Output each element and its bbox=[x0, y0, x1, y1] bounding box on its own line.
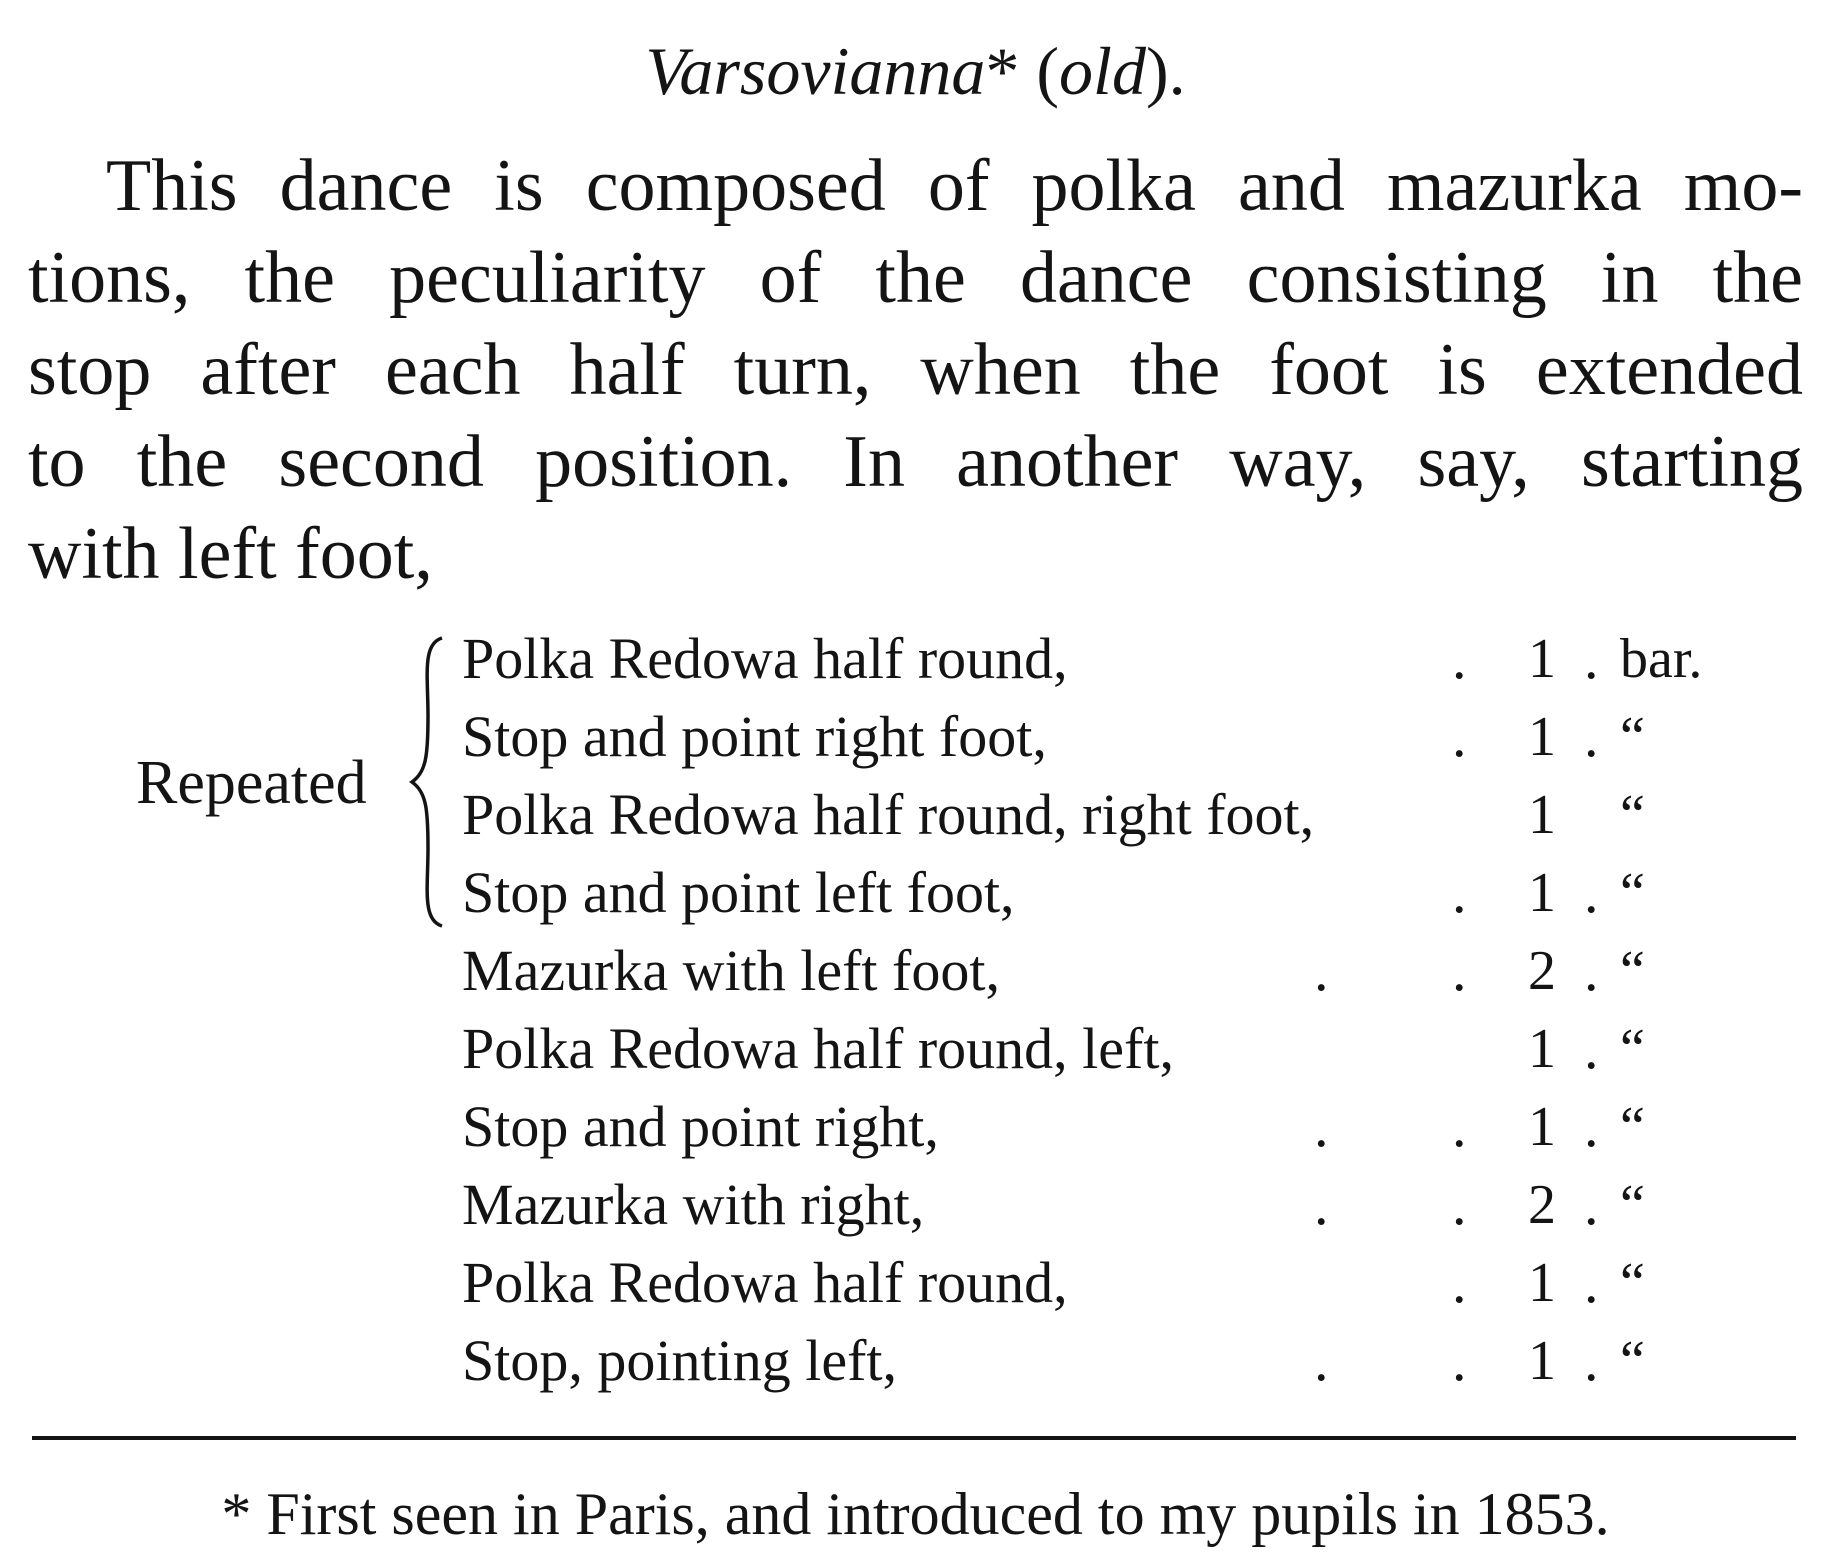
leader-dot: . bbox=[1452, 704, 1467, 769]
bar-unit: “ bbox=[1620, 862, 1645, 924]
step-row bbox=[462, 1166, 1752, 1244]
footnote: * First seen in Paris, and introduced to my pupils in 1853. bbox=[221, 1481, 1610, 1547]
bar-unit: “ bbox=[1620, 1330, 1645, 1392]
leader-dot: . bbox=[1584, 626, 1599, 691]
step-row bbox=[462, 1088, 1752, 1166]
leader-dot: . bbox=[1452, 860, 1467, 925]
title-paren-close: ). bbox=[1145, 33, 1186, 109]
paragraph-line: with left foot, bbox=[28, 513, 433, 595]
bar-unit: “ bbox=[1620, 1018, 1645, 1080]
bar-count: 1 bbox=[1528, 1330, 1556, 1392]
leader-dot: . bbox=[1452, 1094, 1467, 1159]
paragraph-line: to the second position. In another way, say, starting bbox=[28, 421, 1803, 503]
title-qualifier: old bbox=[1059, 33, 1146, 109]
leader-dot: . bbox=[1314, 1328, 1329, 1393]
paragraph-line: tions, the peculiarity of the dance consisting in the bbox=[28, 237, 1803, 319]
leader-dot: . bbox=[1452, 938, 1467, 1003]
bar-count: 2 bbox=[1528, 940, 1556, 1002]
step-text: Stop and point right, bbox=[462, 1094, 939, 1159]
bar-count: 1 bbox=[1528, 1096, 1556, 1158]
bar-count: 1 bbox=[1528, 706, 1556, 768]
leader-dot: . bbox=[1314, 1094, 1329, 1159]
leader-dot: . bbox=[1452, 1250, 1467, 1315]
step-text: Stop, pointing left, bbox=[462, 1328, 897, 1393]
dance-title bbox=[0, 26, 1831, 116]
step-text: Polka Redowa half round, bbox=[462, 626, 1068, 691]
bar-unit: “ bbox=[1620, 1174, 1645, 1236]
leader-dot: . bbox=[1314, 1172, 1329, 1237]
curly-brace bbox=[408, 636, 448, 928]
bar-count: 1 bbox=[1528, 1018, 1556, 1080]
bar-unit: “ bbox=[1620, 1252, 1645, 1314]
steps-list bbox=[462, 620, 1752, 1400]
leader-dot: . bbox=[1584, 1250, 1599, 1315]
leader-dot: . bbox=[1584, 704, 1599, 769]
leader-dot: . bbox=[1314, 938, 1329, 1003]
bar-unit: “ bbox=[1620, 706, 1645, 768]
leader-dot: . bbox=[1584, 938, 1599, 1003]
leader-dot: . bbox=[1584, 1016, 1599, 1081]
dance-name: Varsovianna bbox=[645, 33, 986, 109]
paragraph-line: This dance is composed of polka and mazurka mo- bbox=[106, 145, 1803, 227]
bar-unit: bar. bbox=[1620, 628, 1703, 690]
bar-count: 1 bbox=[1528, 862, 1556, 924]
leader-dot: . bbox=[1452, 1172, 1467, 1237]
footnote-mark: * bbox=[985, 33, 1020, 109]
bar-unit: “ bbox=[1620, 940, 1645, 1002]
footnote-rule bbox=[32, 1436, 1796, 1440]
leader-dot: . bbox=[1452, 1328, 1467, 1393]
step-text: Mazurka with right, bbox=[462, 1172, 925, 1237]
leader-dot: . bbox=[1584, 1172, 1599, 1237]
step-row bbox=[462, 932, 1752, 1010]
bar-count: 2 bbox=[1528, 1174, 1556, 1236]
leader-dot: . bbox=[1452, 626, 1467, 691]
step-row bbox=[462, 620, 1752, 698]
paragraph-line: stop after each half turn, when the foot is extended bbox=[28, 329, 1803, 411]
step-text: Polka Redowa half round, bbox=[462, 1250, 1068, 1315]
step-text: Polka Redowa half round, right foot, bbox=[462, 782, 1315, 847]
step-row bbox=[462, 1244, 1752, 1322]
step-row bbox=[462, 776, 1752, 854]
bar-unit: “ bbox=[1620, 784, 1645, 846]
title-paren-open: ( bbox=[1036, 33, 1060, 109]
leader-dot: . bbox=[1584, 860, 1599, 925]
leader-dot: . bbox=[1584, 1328, 1599, 1393]
bar-unit: “ bbox=[1620, 1096, 1645, 1158]
step-row bbox=[462, 854, 1752, 932]
step-text: Mazurka with left foot, bbox=[462, 938, 1000, 1003]
step-text: Stop and point left foot, bbox=[462, 860, 1015, 925]
repeated-label: Repeated bbox=[136, 749, 367, 817]
step-row bbox=[462, 698, 1752, 776]
bar-count: 1 bbox=[1528, 784, 1556, 846]
step-row bbox=[462, 1010, 1752, 1088]
bar-count: 1 bbox=[1528, 628, 1556, 690]
step-text: Polka Redowa half round, left, bbox=[462, 1016, 1174, 1081]
description-paragraph bbox=[28, 140, 1803, 600]
step-text: Stop and point right foot, bbox=[462, 704, 1047, 769]
leader-dot: . bbox=[1584, 1094, 1599, 1159]
step-row bbox=[462, 1322, 1752, 1400]
bar-count: 1 bbox=[1528, 1252, 1556, 1314]
